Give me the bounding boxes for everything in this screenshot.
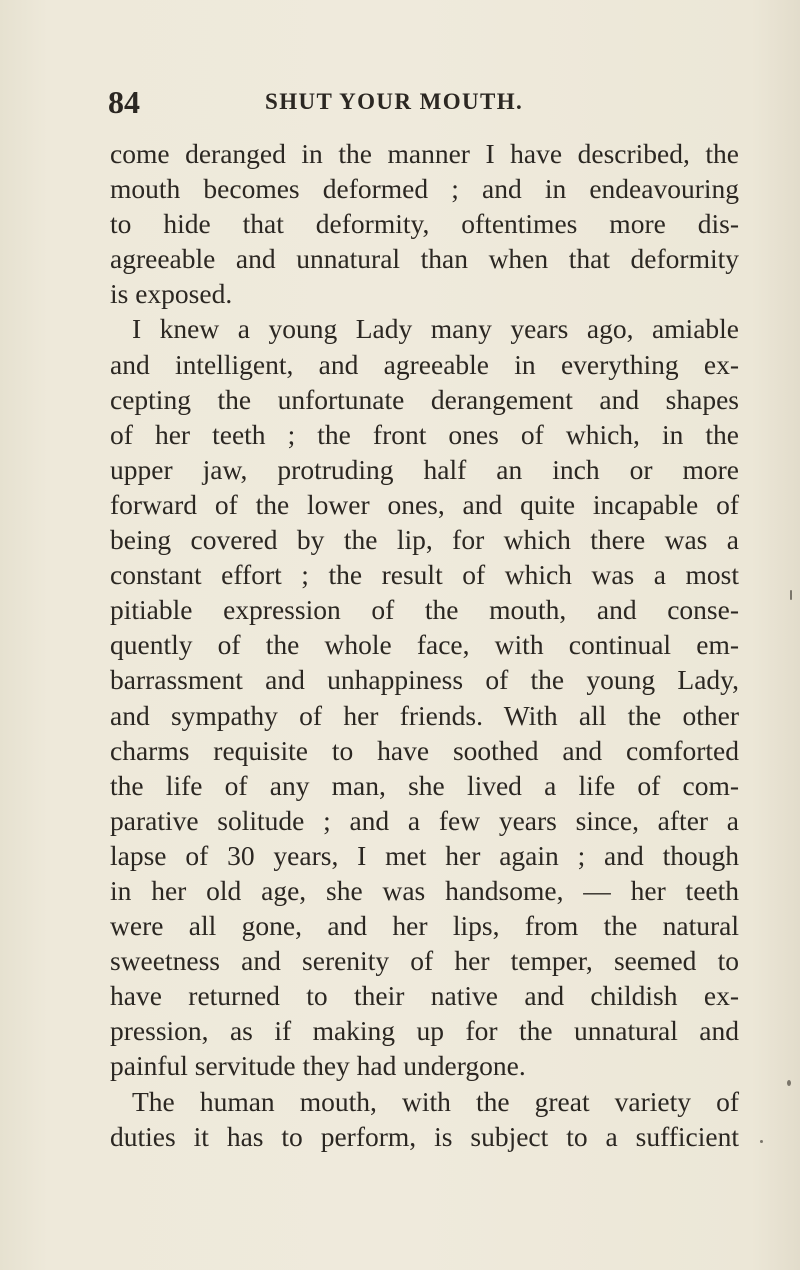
text-line: painful servitude they had undergone.	[110, 1050, 526, 1082]
text-line: charms requisite to have soothed and comforted	[110, 734, 739, 766]
text-line: mouth becomes deformed ; and in endeavouring	[110, 173, 739, 205]
running-title: SHUT YOUR MOUTH.	[265, 89, 524, 114]
text-line: I knew a young Lady many years ago, amiable	[132, 313, 739, 345]
text-line: pitiable expression of the mouth, and conse-	[110, 594, 739, 626]
text-line: being covered by the lip, for which there was a	[110, 524, 739, 556]
text-line: barrassment and unhappiness of the young Lady,	[110, 664, 739, 696]
text-line: and intelligent, and agreeable in everything ex-	[110, 348, 739, 380]
text-line: is exposed.	[110, 278, 233, 310]
text-line: forward of the lower ones, and quite incapable of	[110, 488, 739, 520]
text-line: The human mouth, with the great variety of	[132, 1085, 739, 1117]
text-line: to hide that deformity, oftentimes more dis-	[110, 208, 739, 240]
text-line: come deranged in the manner I have described, the	[110, 138, 739, 169]
text-line: lapse of 30 years, I met her again ; and though	[110, 839, 739, 871]
paper-speck	[760, 1140, 763, 1143]
page-header	[108, 84, 748, 124]
body-text	[110, 136, 739, 1154]
paper-speck	[790, 590, 792, 600]
text-line: agreeable and unnatural than when that deformity	[110, 243, 739, 275]
page-number: 84	[108, 84, 140, 120]
text-line: cepting the unfortunate derangement and shapes	[110, 383, 739, 415]
paper-speck	[787, 1080, 791, 1086]
text-line: sweetness and serenity of her temper, seemed to	[110, 945, 739, 977]
text-line: duties it has to perform, is subject to a sufficient	[110, 1120, 739, 1152]
text-line: and sympathy of her friends. With all the other	[110, 699, 739, 731]
text-line: were all gone, and her lips, from the natural	[110, 910, 739, 942]
text-line: constant effort ; the result of which was a most	[110, 559, 739, 591]
text-line: parative solitude ; and a few years since, after a	[110, 804, 739, 836]
text-line: in her old age, she was handsome, — her teeth	[110, 874, 739, 906]
text-line: have returned to their native and childish ex-	[110, 980, 739, 1012]
text-line: quently of the whole face, with continual em-	[110, 629, 739, 661]
text-line: pression, as if making up for the unnatural and	[110, 1015, 739, 1047]
text-line: the life of any man, she lived a life of com-	[110, 769, 739, 801]
text-line: of her teeth ; the front ones of which, in the	[110, 418, 739, 450]
text-line: upper jaw, protruding half an inch or more	[110, 453, 739, 485]
